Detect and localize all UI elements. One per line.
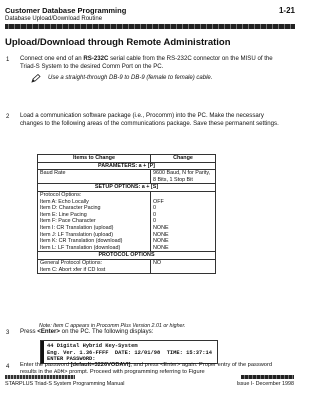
table-change: 9600 Baud, N for Parity, <box>153 170 211 177</box>
cable-note: Use a straight-through DB-9 to DB-9 (female to female) cable. <box>48 75 213 81</box>
terminal-line-2: Eng. Ver. 1.36-FFFF DATE: 12/01/98 TIME: 15:37:14 <box>47 349 212 356</box>
terminal-edge <box>41 341 44 363</box>
step-4-text-b: , and press <Enter> again. Proper entry of the password results in the <box>20 362 273 375</box>
table-item: Item C: Abort xfer if CD lost <box>40 266 106 273</box>
step-number-1: 1 <box>6 57 10 63</box>
table-change: NONE <box>153 238 169 245</box>
table-item: Item J: LF Translation (upload) <box>40 231 114 238</box>
step-4-text-a: Enter the password <box>20 362 71 368</box>
header-title: Customer Database Programming <box>5 6 127 15</box>
step-1 <box>20 55 282 71</box>
adm-prompt-code: ADM> <box>53 367 68 375</box>
step-1-text-b: serial cable from the RS-232C connector on the MISU of the Triad-S System to the desired Comm Port on the PC. <box>20 55 273 70</box>
section-title: Upload/Download through Remote Administration <box>5 37 231 48</box>
step-4-text-c: prompt. Proceed with programming referring to Figure <box>67 368 205 375</box>
table-change: 0 <box>153 211 156 218</box>
table-item: Item K: CR Translation (download) <box>40 238 123 245</box>
table-change: NONE <box>153 244 169 251</box>
table-change: NO <box>153 259 162 266</box>
table-cell-change <box>151 191 216 251</box>
step-number-3: 3 <box>6 330 10 336</box>
table-item: Baud Rate <box>40 170 66 177</box>
table-footnote: Note: Item C appears in Procomm Plus Version 2.01 or higher. <box>39 323 186 329</box>
table-change: 0 <box>153 218 156 225</box>
note-pencil-icon <box>31 74 41 83</box>
col-header-change: Change <box>151 155 216 163</box>
step-2: Load a communication software package (i.e., Procomm) into the PC. Make the necessary changes to the following areas of the communications package. Save these permanent settings. <box>20 112 279 127</box>
table-item: Item E: Line Pacing <box>40 211 87 218</box>
step-3-text-b: on the PC. The following displays: <box>59 328 154 335</box>
footer-issue: Issue I- December 1998 <box>236 381 294 387</box>
table-change: 0 <box>153 205 156 212</box>
table-item: Protocol Options: <box>40 191 82 198</box>
table-change: NONE <box>153 231 169 238</box>
footer-rule-left <box>5 375 75 379</box>
table-change: NONE <box>153 224 169 231</box>
table-cell-items <box>38 191 151 251</box>
table-cell-change <box>151 170 216 184</box>
table-item: Item L: LF Translation (download) <box>40 244 121 251</box>
terminal-display <box>40 340 218 364</box>
table-item: Item I: CR Translation (upload) <box>40 224 114 231</box>
footer-manual-title: STARPLUS Triad-S System Programming Manual <box>5 381 125 387</box>
header-subtitle: Database Upload/Download Routine <box>5 16 103 22</box>
step-3 <box>20 328 282 336</box>
settings-table <box>37 154 216 274</box>
footer-rule-right <box>241 375 294 379</box>
table-item: General Protocol Options: <box>40 259 103 266</box>
col-header-items: Items to Change <box>38 155 151 163</box>
step-1-text-a: Connect one end of an <box>20 55 84 62</box>
table-change-blank <box>153 192 213 199</box>
step-number-4: 4 <box>6 364 10 370</box>
step-4-bold: [default=3226VODAVI] <box>70 362 131 368</box>
page-number: 1-21 <box>278 6 295 15</box>
table-item: Item A: Echo Locally <box>40 198 89 205</box>
table-cell-items <box>38 259 151 273</box>
step-number-2: 2 <box>6 114 10 120</box>
terminal-line-3: ENTER PASSWORD: <box>47 356 96 362</box>
terminal-line-1: 44 Digital Hybrid Key-System <box>47 343 138 349</box>
header-rule <box>5 24 295 29</box>
table-change: 8 Bits, 1 Stop Bit <box>153 176 193 183</box>
step-4 <box>20 362 282 375</box>
step-3-text-a: Press <box>20 328 38 335</box>
table-cell-change <box>151 259 216 273</box>
table-item: Item F: Pace Character <box>40 218 96 225</box>
page-header <box>5 6 295 22</box>
step-3-bold: <Enter> <box>37 328 60 335</box>
section-heading: SETUP OPTIONS: a + [S] <box>38 184 216 192</box>
table-item: Item D: Character Pacing <box>40 205 101 212</box>
section-heading: PROTOCOL OPTIONS <box>38 252 216 260</box>
table-cell-items <box>38 170 151 184</box>
step-1-bold: RS-232C <box>83 55 109 62</box>
table-change: OFF <box>153 198 164 205</box>
section-heading: PARAMETERS: a + [P] <box>38 162 216 170</box>
